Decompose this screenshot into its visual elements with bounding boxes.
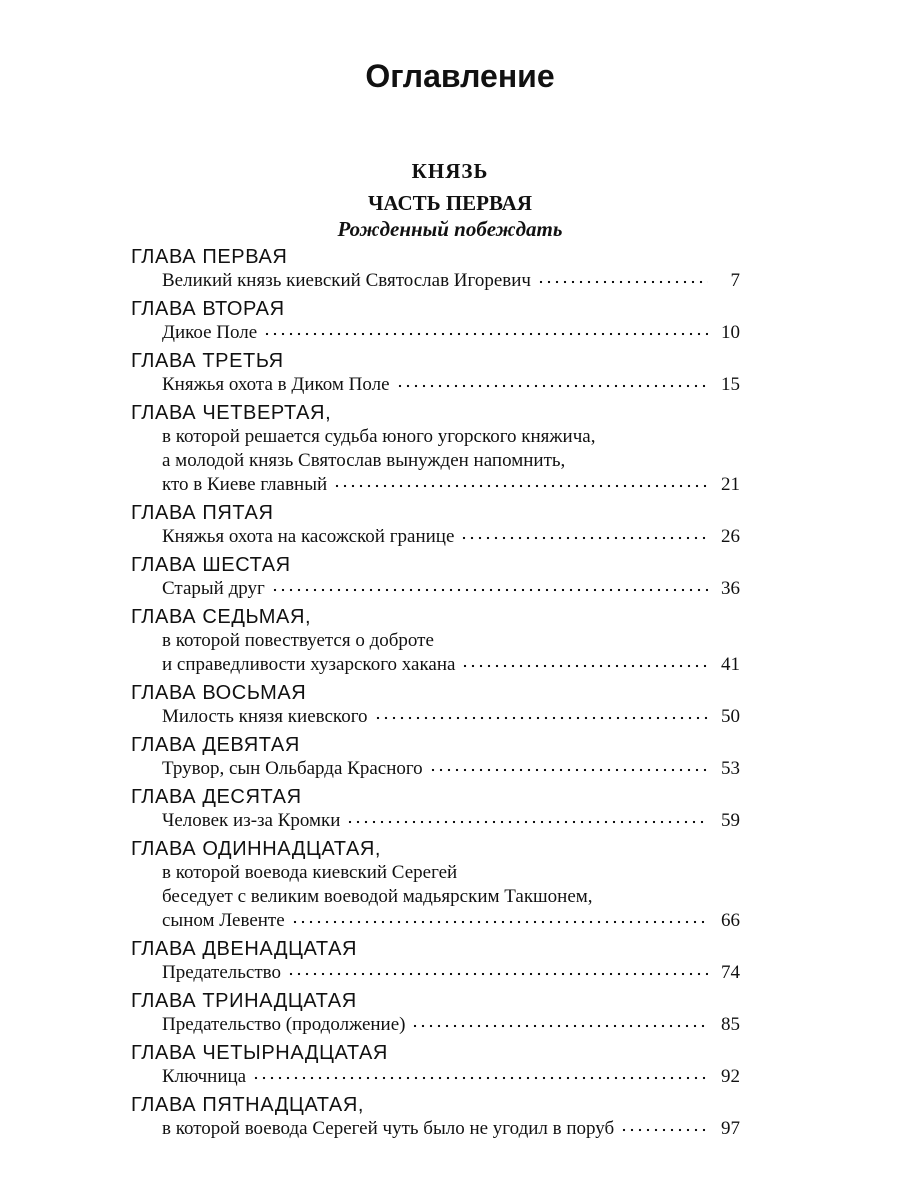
chapter-title-line: Предательство bbox=[162, 962, 281, 983]
chapter-title-row bbox=[131, 321, 740, 345]
page-number: 26 bbox=[721, 526, 740, 547]
chapter-title-line: сыном Левенте bbox=[162, 910, 285, 931]
toc-entry bbox=[131, 401, 740, 497]
dot-leader bbox=[263, 329, 708, 339]
toc-entry bbox=[131, 681, 740, 729]
chapter-title-line: Княжья охота в Диком Поле bbox=[162, 374, 390, 395]
chapter-heading: ГЛАВА ВТОРАЯ bbox=[131, 298, 285, 320]
dot-leader bbox=[252, 1073, 708, 1083]
chapter-title-row bbox=[131, 1117, 740, 1141]
toc-entry bbox=[131, 501, 740, 549]
chapter-title-line: в которой воевода киевский Серегей bbox=[162, 862, 458, 883]
page-number: 21 bbox=[721, 474, 740, 495]
table-of-contents bbox=[131, 245, 740, 1145]
page-number: 97 bbox=[721, 1118, 740, 1139]
chapter-title-row bbox=[131, 1065, 740, 1089]
chapter-title-line: в которой повествуется о доброте bbox=[162, 630, 434, 651]
chapter-heading: ГЛАВА ПЯТАЯ bbox=[131, 502, 274, 524]
dot-leader bbox=[429, 765, 708, 775]
chapter-heading: ГЛАВА ЧЕТЫРНАДЦАТАЯ bbox=[131, 1042, 388, 1064]
page-number: 59 bbox=[721, 810, 740, 831]
chapter-heading: ГЛАВА ДЕСЯТАЯ bbox=[131, 786, 302, 808]
page-number: 7 bbox=[730, 270, 740, 291]
dot-leader bbox=[537, 277, 708, 287]
page-number: 74 bbox=[721, 962, 740, 983]
book-title: КНЯЗЬ bbox=[411, 159, 489, 183]
dot-leader bbox=[374, 713, 708, 723]
toc-entry bbox=[131, 1041, 740, 1089]
chapter-heading: ГЛАВА ДЕВЯТАЯ bbox=[131, 734, 300, 756]
chapter-title-line: Великий князь киевский Святослав Игоревич bbox=[162, 270, 531, 291]
chapter-heading: ГЛАВА ЧЕТВЕРТАЯ, bbox=[131, 402, 332, 424]
part-subtitle: Рожденный побеждать bbox=[337, 217, 563, 241]
toc-entry bbox=[131, 605, 740, 677]
page-number: 10 bbox=[721, 322, 740, 343]
chapter-title-line: Человек из-за Кромки bbox=[162, 810, 341, 831]
toc-entry bbox=[131, 553, 740, 601]
chapter-heading: ГЛАВА ОДИННАДЦАТАЯ, bbox=[131, 838, 382, 860]
dot-leader bbox=[346, 817, 708, 827]
toc-entry bbox=[131, 837, 740, 933]
page-title: Оглавление bbox=[365, 58, 555, 94]
chapter-title-row bbox=[131, 577, 740, 601]
page-number: 85 bbox=[721, 1014, 740, 1035]
toc-entry bbox=[131, 245, 740, 293]
chapter-heading: ГЛАВА ПЕРВАЯ bbox=[131, 246, 288, 268]
chapter-heading: ГЛАВА ДВЕНАДЦАТАЯ bbox=[131, 938, 358, 960]
toc-entry bbox=[131, 937, 740, 985]
dot-leader bbox=[333, 481, 708, 491]
page-number: 92 bbox=[721, 1066, 740, 1087]
chapter-heading: ГЛАВА ТРИНАДЦАТАЯ bbox=[131, 990, 357, 1012]
toc-entry bbox=[131, 297, 740, 345]
chapter-title-row bbox=[131, 373, 740, 397]
chapter-title-row bbox=[131, 653, 740, 677]
chapter-title-row bbox=[131, 961, 740, 985]
chapter-heading: ГЛАВА ПЯТНАДЦАТАЯ, bbox=[131, 1094, 365, 1116]
dot-leader bbox=[411, 1021, 708, 1031]
chapter-heading: ГЛАВА СЕДЬМАЯ, bbox=[131, 606, 312, 628]
chapter-title-line: кто в Киеве главный bbox=[162, 474, 328, 495]
chapter-title-row bbox=[131, 909, 740, 933]
page-number: 66 bbox=[721, 910, 740, 931]
chapter-title-line: Дикое Поле bbox=[162, 322, 258, 343]
toc-entry bbox=[131, 349, 740, 397]
chapter-title-line: в которой решается судьба юного угорского княжича, bbox=[162, 426, 596, 447]
chapter-title-line: а молодой князь Святослав вынужден напомнить, bbox=[162, 450, 566, 471]
chapter-heading: ГЛАВА ШЕСТАЯ bbox=[131, 554, 291, 576]
dot-leader bbox=[396, 381, 708, 391]
chapter-title-line: Княжья охота на касожской границе bbox=[162, 526, 455, 547]
chapter-title-line: беседует с великим воеводой мадьярским Такшонем, bbox=[162, 886, 593, 907]
chapter-title-row bbox=[131, 269, 740, 293]
chapter-heading: ГЛАВА ТРЕТЬЯ bbox=[131, 350, 284, 372]
chapter-title-row bbox=[131, 757, 740, 781]
chapter-title-line: Ключница bbox=[162, 1066, 247, 1087]
chapter-title-row bbox=[131, 705, 740, 729]
dot-leader bbox=[291, 917, 708, 927]
dot-leader bbox=[287, 969, 708, 979]
toc-entry bbox=[131, 733, 740, 781]
page-number: 36 bbox=[721, 578, 740, 599]
chapter-title-line: Трувор, сын Ольбарда Красного bbox=[162, 758, 423, 779]
chapter-title-row bbox=[131, 473, 740, 497]
page-number: 53 bbox=[721, 758, 740, 779]
chapter-title-line: Милость князя киевского bbox=[162, 706, 368, 727]
page-number: 41 bbox=[721, 654, 740, 675]
toc-entry bbox=[131, 1093, 740, 1141]
chapter-title-row bbox=[131, 1013, 740, 1037]
chapter-heading: ГЛАВА ВОСЬМАЯ bbox=[131, 682, 307, 704]
dot-leader bbox=[271, 585, 708, 595]
dot-leader bbox=[620, 1125, 708, 1135]
toc-entry bbox=[131, 785, 740, 833]
part-title: ЧАСТЬ ПЕРВАЯ bbox=[367, 191, 533, 215]
chapter-title-line: и справедливости хузарского хакана bbox=[162, 654, 456, 675]
toc-entry bbox=[131, 989, 740, 1037]
dot-leader bbox=[461, 661, 708, 671]
chapter-title-line: Предательство (продолжение) bbox=[162, 1014, 406, 1035]
chapter-title-row bbox=[131, 525, 740, 549]
chapter-title-line: Старый друг bbox=[162, 578, 265, 599]
page-number: 50 bbox=[721, 706, 740, 727]
page-number: 15 bbox=[721, 374, 740, 395]
chapter-title-row bbox=[131, 809, 740, 833]
chapter-title-line: в которой воевода Серегей чуть было не угодил в поруб bbox=[162, 1118, 615, 1139]
dot-leader bbox=[460, 533, 708, 543]
